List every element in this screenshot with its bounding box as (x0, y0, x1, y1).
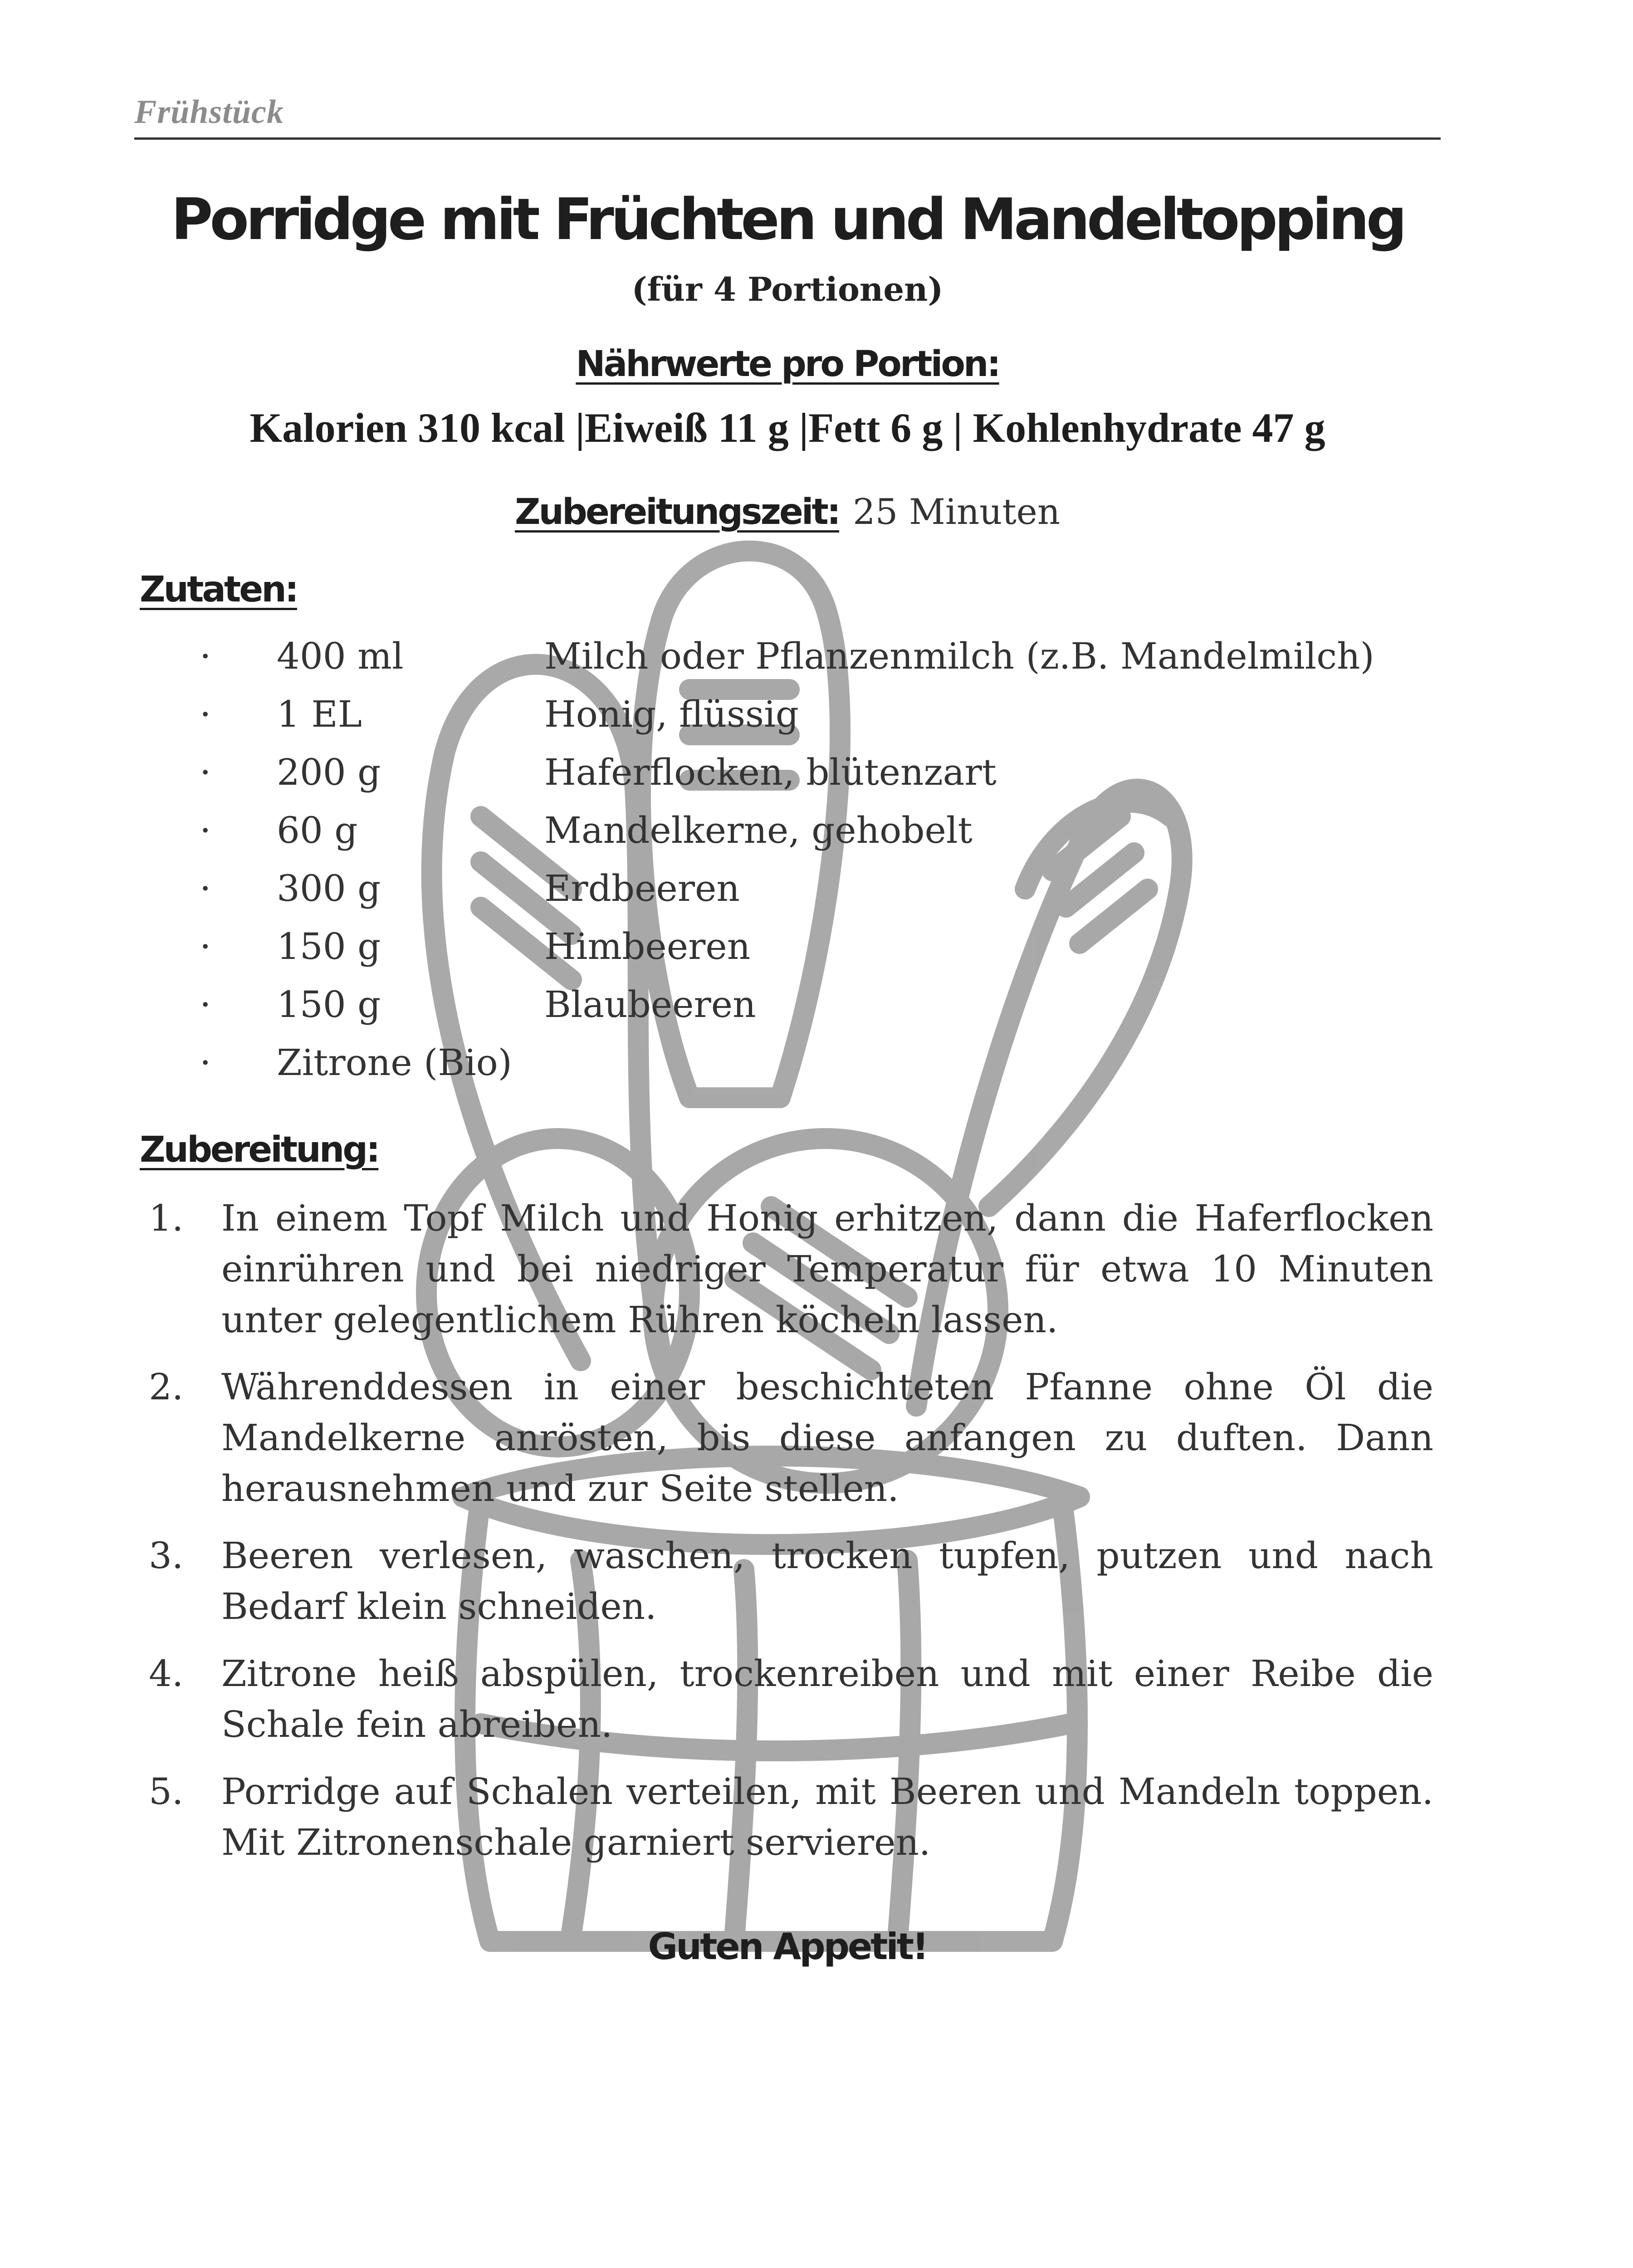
ingredient-name: Erdbeeren (544, 867, 740, 909)
recipe-title: Porridge mit Früchten und Mandeltopping (171, 186, 1404, 253)
nutrition-values: Kalorien 310 kcal |Eiweiß 11 g |Fett 6 g | Kohlenhydrate 47 g (249, 405, 1325, 451)
step-number: 5. (149, 1770, 184, 1813)
ingredient-quantity: 60 g (277, 809, 358, 851)
nutrition-heading: Nährwerte pro Portion: (576, 344, 999, 385)
ingredient-quantity: 150 g (277, 983, 381, 1026)
ingredient-item (200, 925, 1424, 983)
ingredient-item (200, 751, 1424, 809)
ingredient-item (200, 1041, 1424, 1100)
portions-note: (für 4 Portionen) (631, 270, 944, 308)
ingredient-item (200, 867, 1424, 925)
ingredient-name: Milch oder Pflanzenmilch (z.B. Mandelmilch) (544, 635, 1374, 677)
bullet: · (200, 983, 211, 1026)
bullet: · (200, 1041, 211, 1084)
step-text: Beeren verlesen, waschen, trocken tupfen, putzen und nach Bedarf klein schneiden. (221, 1535, 1433, 1628)
bullet: · (200, 693, 211, 735)
bullet: · (200, 925, 211, 968)
ingredients-heading: Zutaten: (140, 569, 297, 610)
step-number: 3. (149, 1535, 184, 1577)
ingredient-item (200, 693, 1424, 751)
step-text: Währenddessen in einer beschichteten Pfanne ohne Öl die Mandelkerne anrösten, bis diese anfangen zu duften. Dann herausnehmen und zur Seite stellen. (221, 1366, 1433, 1510)
step-text: Zitrone heiß abspülen, trockenreiben und mit einer Reibe die Schale fein abreiben. (221, 1652, 1433, 1745)
step-number: 2. (149, 1366, 184, 1408)
step-item (149, 1766, 1433, 1868)
steps-heading: Zubereitung: (140, 1129, 379, 1170)
ingredient-quantity: 300 g (277, 867, 381, 909)
ingredient-name: Honig, flüssig (544, 693, 799, 735)
step-text: Porridge auf Schalen verteilen, mit Beeren und Mandeln toppen. Mit Zitronenschale garniert servieren. (221, 1770, 1433, 1863)
prep-time-value: 25 Minuten (852, 492, 1061, 533)
ingredients-list (200, 635, 1424, 1100)
bullet: · (200, 809, 211, 851)
step-item (149, 1648, 1433, 1750)
ingredient-quantity: Zitrone (Bio) (277, 1041, 512, 1084)
step-item (149, 1362, 1433, 1514)
step-item (149, 1193, 1433, 1345)
bullet: · (200, 751, 211, 793)
step-text: In einem Topf Milch und Honig erhitzen, dann die Haferflocken einrühren und bei niedriger Temperatur für etwa 10 Minuten unter gelegentlichem Rühren köcheln lassen. (221, 1197, 1433, 1341)
prep-time-label: Zubereitungszeit: (514, 492, 839, 533)
ingredient-name: Mandelkerne, gehobelt (544, 809, 973, 851)
ingredient-quantity: 200 g (277, 751, 381, 793)
bullet: · (200, 635, 211, 677)
step-number: 4. (149, 1652, 184, 1695)
ingredient-quantity: 1 EL (277, 693, 362, 735)
ingredient-item (200, 635, 1424, 693)
steps-list (149, 1193, 1433, 1884)
ingredient-name: Himbeeren (544, 925, 751, 968)
bullet: · (200, 867, 211, 909)
ingredient-name: Haferflocken, blütenzart (544, 751, 997, 793)
ingredient-quantity: 400 ml (277, 635, 404, 677)
ingredient-item (200, 809, 1424, 867)
running-header: Frühstück (134, 93, 284, 131)
header-rule (134, 137, 1441, 140)
step-number: 1. (149, 1197, 184, 1239)
closing-line: Guten Appetit! (648, 1926, 927, 1968)
prep-time (134, 490, 1441, 533)
step-item (149, 1530, 1433, 1632)
ingredient-quantity: 150 g (277, 925, 381, 968)
ingredient-item (200, 983, 1424, 1041)
ingredient-name: Blaubeeren (544, 983, 756, 1026)
